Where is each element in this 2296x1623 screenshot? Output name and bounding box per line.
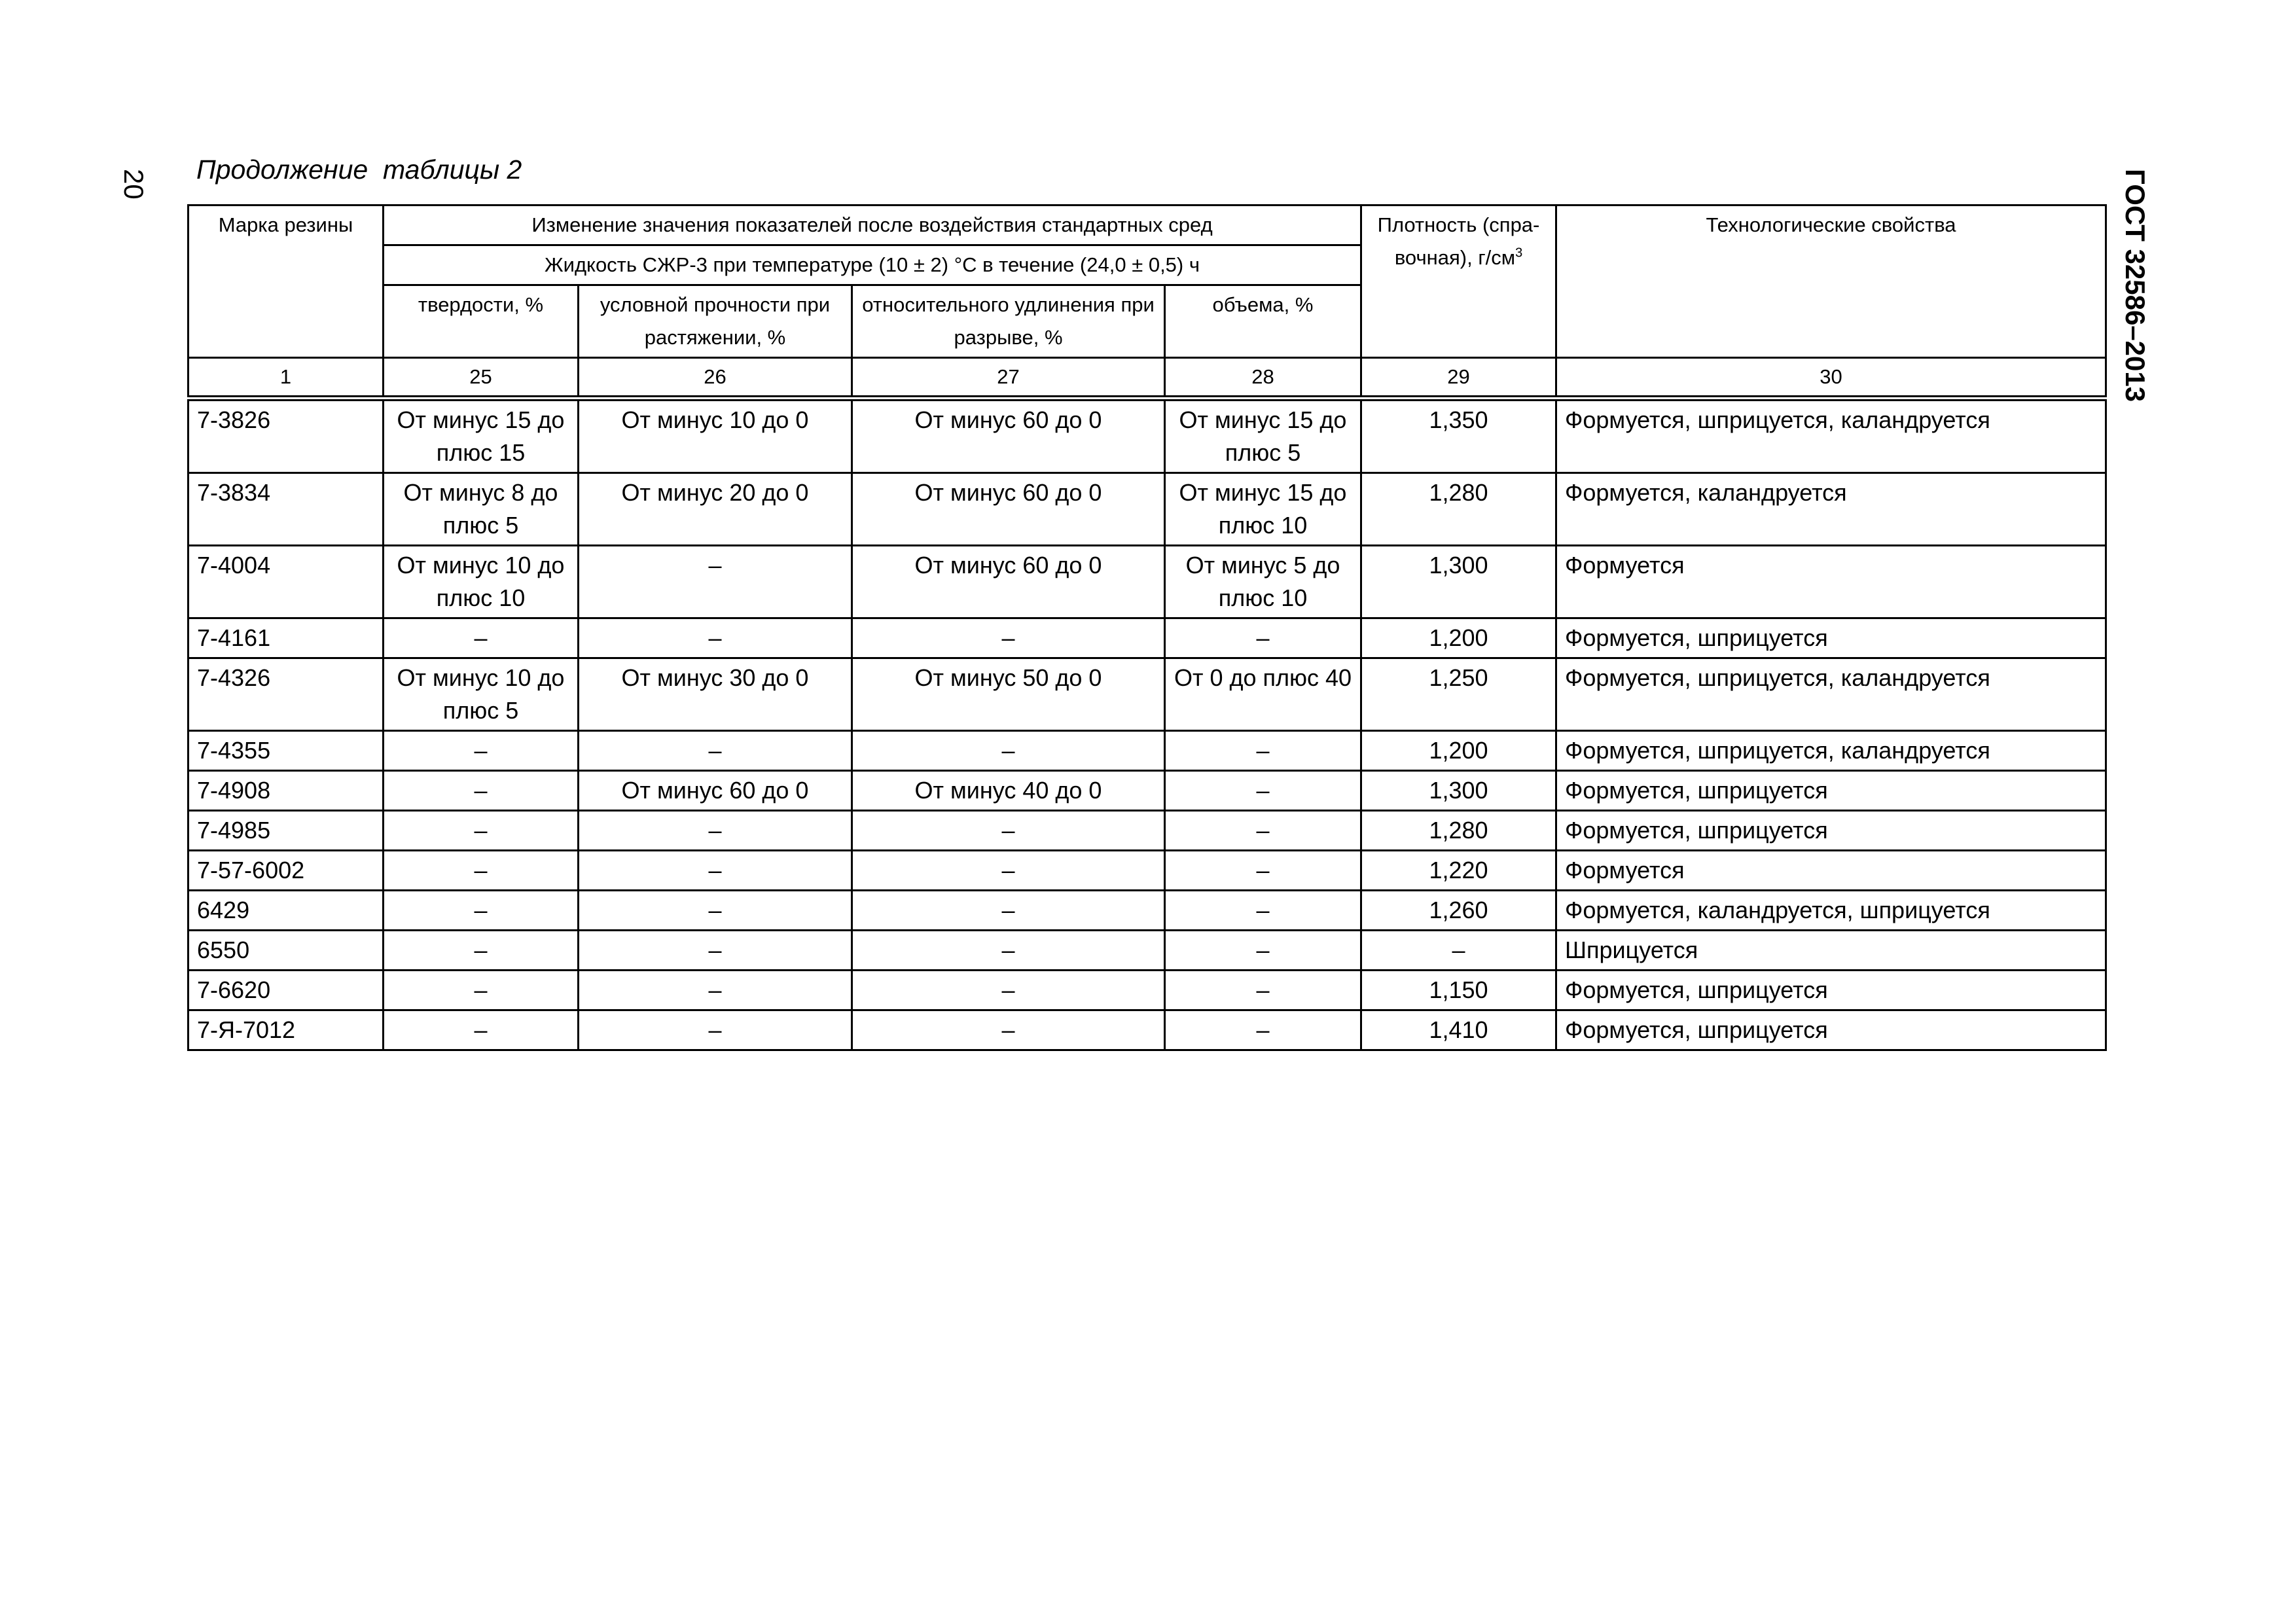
table-row: [188, 1010, 2106, 1050]
cell-volume: От минус 15 до плюс 5: [1165, 399, 1361, 473]
cell-density: 1,220: [1361, 851, 1556, 891]
cell-tensile: –: [579, 618, 852, 658]
cell-tech: Шприцуется: [1556, 931, 2106, 971]
cell-mark: 7-4985: [188, 811, 384, 851]
column-number: 28: [1165, 358, 1361, 399]
cell-tensile: –: [579, 931, 852, 971]
table-row: [188, 658, 2106, 731]
cell-mark: 7-6620: [188, 971, 384, 1010]
cell-mark: 7-4326: [188, 658, 384, 731]
cell-elongation: –: [852, 731, 1165, 771]
cell-mark: 7-4004: [188, 546, 384, 618]
cell-volume: От минус 5 до плюс 10: [1165, 546, 1361, 618]
cell-tensile: –: [579, 891, 852, 931]
cell-tech: Формуется, каландруется: [1556, 473, 2106, 546]
cell-elongation: –: [852, 971, 1165, 1010]
cell-tensile: –: [579, 811, 852, 851]
table-row: [188, 811, 2106, 851]
cell-elongation: От минус 40 до 0: [852, 771, 1165, 811]
cell-density: 1,200: [1361, 618, 1556, 658]
cell-volume: –: [1165, 811, 1361, 851]
cell-tensile: От минус 10 до 0: [579, 399, 852, 473]
cell-elongation: –: [852, 811, 1165, 851]
cell-volume: –: [1165, 971, 1361, 1010]
table-row: [188, 891, 2106, 931]
cell-density: 1,280: [1361, 811, 1556, 851]
cell-tech: Формуется, каландруется, шприцуется: [1556, 891, 2106, 931]
header-liquid: Жидкость СЖР-3 при температуре (10 ± 2) °С в течение (24,0 ± 0,5) ч: [384, 245, 1361, 285]
cell-mark: 7-4355: [188, 731, 384, 771]
cell-density: 1,150: [1361, 971, 1556, 1010]
table-row: [188, 931, 2106, 971]
cell-hardness: От минус 10 до плюс 5: [384, 658, 579, 731]
cell-tensile: –: [579, 971, 852, 1010]
cell-hardness: –: [384, 1010, 579, 1050]
cell-elongation: –: [852, 891, 1165, 931]
cell-density: 1,260: [1361, 891, 1556, 931]
table-row: [188, 618, 2106, 658]
cell-elongation: От минус 60 до 0: [852, 546, 1165, 618]
header-change-title: Изменение значения показателей после воздействия стандартных сред: [384, 205, 1361, 245]
cell-tech: Формуется, шприцуется: [1556, 971, 2106, 1010]
table-row: [188, 731, 2106, 771]
header-density: [1361, 205, 1556, 358]
cell-volume: От 0 до плюс 40: [1165, 658, 1361, 731]
column-number-row: [188, 358, 2106, 399]
header-hardness: твердости, %: [384, 285, 579, 358]
data-table: [187, 204, 2107, 1051]
cell-volume: –: [1165, 851, 1361, 891]
cell-density: 1,410: [1361, 1010, 1556, 1050]
cell-tensile: –: [579, 1010, 852, 1050]
cell-tensile: От минус 60 до 0: [579, 771, 852, 811]
cell-hardness: –: [384, 931, 579, 971]
cell-elongation: –: [852, 1010, 1165, 1050]
cell-density: 1,280: [1361, 473, 1556, 546]
cell-mark: 7-3834: [188, 473, 384, 546]
cell-tensile: –: [579, 546, 852, 618]
cell-density: –: [1361, 931, 1556, 971]
cell-mark: 7-4161: [188, 618, 384, 658]
cell-hardness: –: [384, 771, 579, 811]
table-row: [188, 771, 2106, 811]
column-number: 26: [579, 358, 852, 399]
cell-elongation: –: [852, 931, 1165, 971]
cell-density: 1,250: [1361, 658, 1556, 731]
cell-mark: 7-57-6002: [188, 851, 384, 891]
column-number: 29: [1361, 358, 1556, 399]
cell-tech: Формуется, шприцуется: [1556, 771, 2106, 811]
table-header: [188, 205, 2106, 399]
column-number: 25: [384, 358, 579, 399]
cell-tech: Формуется, шприцуется, каландруется: [1556, 731, 2106, 771]
cell-mark: 6550: [188, 931, 384, 971]
cell-tensile: От минус 30 до 0: [579, 658, 852, 731]
cell-tech: Формуется, шприцуется, каландруется: [1556, 399, 2106, 473]
cell-hardness: –: [384, 618, 579, 658]
cell-tensile: От минус 20 до 0: [579, 473, 852, 546]
cell-tech: Формуется: [1556, 546, 2106, 618]
cell-tensile: –: [579, 731, 852, 771]
cell-hardness: –: [384, 851, 579, 891]
cell-hardness: –: [384, 971, 579, 1010]
cell-mark: 7-3826: [188, 399, 384, 473]
cell-elongation: От минус 50 до 0: [852, 658, 1165, 731]
table-row: [188, 851, 2106, 891]
cell-tech: Формуется, шприцуется, каландруется: [1556, 658, 2106, 731]
cell-hardness: От минус 15 до плюс 15: [384, 399, 579, 473]
cell-tech: Формуется, шприцуется: [1556, 1010, 2106, 1050]
cell-hardness: –: [384, 811, 579, 851]
column-number: 27: [852, 358, 1165, 399]
cell-volume: –: [1165, 891, 1361, 931]
page-number: 20: [118, 169, 149, 200]
cell-mark: 7-4908: [188, 771, 384, 811]
cell-elongation: От минус 60 до 0: [852, 399, 1165, 473]
cell-volume: –: [1165, 1010, 1361, 1050]
cell-hardness: –: [384, 731, 579, 771]
header-volume: объема, %: [1165, 285, 1361, 358]
cell-hardness: От минус 10 до плюс 10: [384, 546, 579, 618]
cell-density: 1,350: [1361, 399, 1556, 473]
cell-volume: –: [1165, 731, 1361, 771]
column-number: 30: [1556, 358, 2106, 399]
cell-density: 1,300: [1361, 546, 1556, 618]
cell-volume: От минус 15 до плюс 10: [1165, 473, 1361, 546]
cell-tensile: –: [579, 851, 852, 891]
cell-tech: Формуется: [1556, 851, 2106, 891]
header-density-sup: 3: [1515, 245, 1523, 260]
cell-elongation: От минус 60 до 0: [852, 473, 1165, 546]
table-row: [188, 473, 2106, 546]
cell-elongation: –: [852, 851, 1165, 891]
table-body: [188, 399, 2106, 1050]
cell-hardness: От минус 8 до плюс 5: [384, 473, 579, 546]
table-caption: Продолжение таблицы 2: [196, 154, 522, 185]
cell-tech: Формуется, шприцуется: [1556, 618, 2106, 658]
table-row: [188, 399, 2106, 473]
header-tensile: условной прочности при растяжении, %: [579, 285, 852, 358]
header-tech: Технологические свойства: [1556, 205, 2106, 358]
header-density-text: Плотность (спра-вочная), г/см: [1377, 213, 1540, 269]
cell-density: 1,200: [1361, 731, 1556, 771]
cell-volume: –: [1165, 771, 1361, 811]
cell-hardness: –: [384, 891, 579, 931]
header-mark: Марка резины: [188, 205, 384, 358]
header-elongation: относительного удлинения при разрыве, %: [852, 285, 1165, 358]
cell-mark: 6429: [188, 891, 384, 931]
cell-elongation: –: [852, 618, 1165, 658]
cell-tech: Формуется, шприцуется: [1556, 811, 2106, 851]
cell-volume: –: [1165, 931, 1361, 971]
cell-volume: –: [1165, 618, 1361, 658]
table-row: [188, 971, 2106, 1010]
table-row: [188, 546, 2106, 618]
cell-mark: 7-Я-7012: [188, 1010, 384, 1050]
cell-density: 1,300: [1361, 771, 1556, 811]
column-number: 1: [188, 358, 384, 399]
document-code: ГОСТ 32586–2013: [2120, 169, 2151, 402]
